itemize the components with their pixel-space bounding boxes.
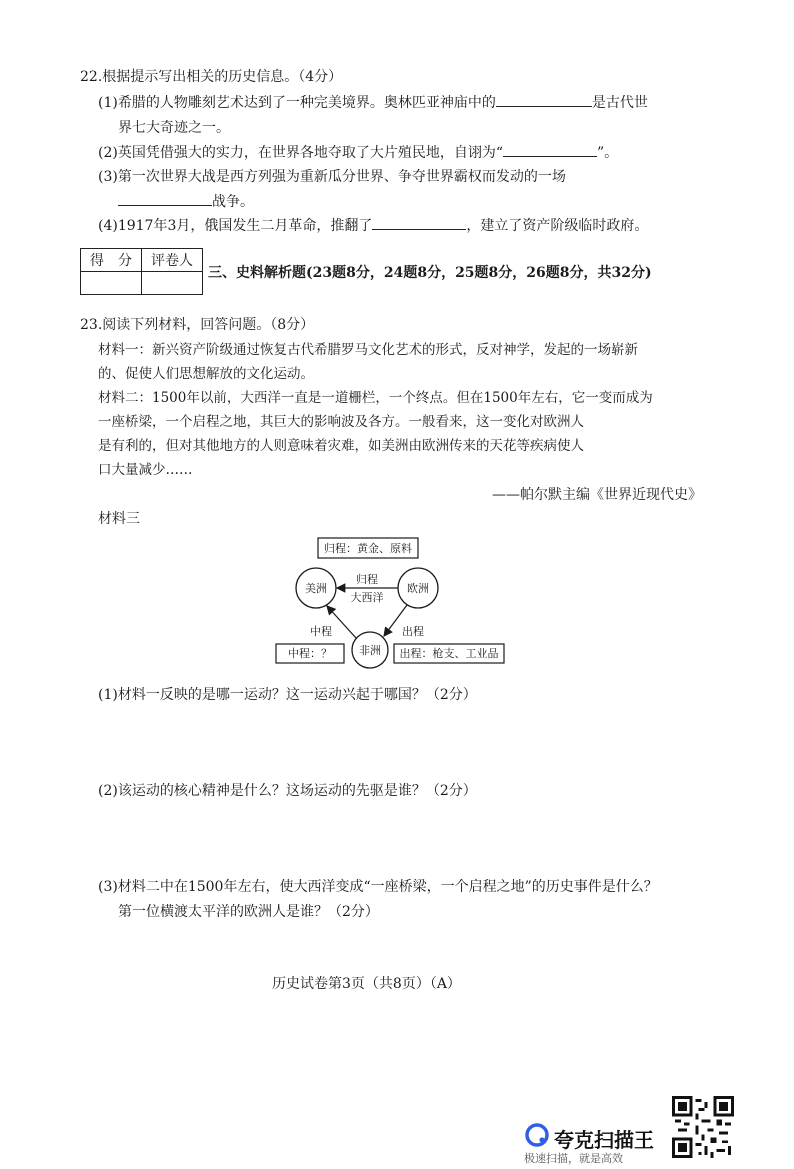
material2-line1: 材料二：1500年以前，大西洋一直是一道栅栏，一个终点。但在1500年左右，它一变而成为 (98, 390, 653, 406)
answer-blank-3[interactable] (118, 191, 212, 206)
material2-line3: 是有利的，但对其他地方的人则意味着灾难，如美洲由欧洲传来的天花等疾病使人 (98, 438, 584, 454)
score-label: 得 分 (81, 249, 142, 272)
material2-source: ——帕尔默主编《世界近现代史》 (492, 487, 702, 503)
q23-title: 23.阅读下列材料，回答问题。（8分） (80, 317, 315, 333)
q22-item2: (2)英国凭借强大的实力，在世界各地夺取了大片殖民地，自诩为“ ”。 (98, 142, 618, 162)
score-cell[interactable] (81, 272, 142, 295)
scanner-logo-icon (525, 1123, 549, 1147)
outbound-cargo-label: 出程：枪支、工业品 (399, 647, 499, 660)
europe-label: 欧洲 (407, 582, 429, 595)
answer-blank-4[interactable] (372, 215, 466, 230)
outbound-route-label: 出程 (402, 625, 424, 638)
material1-line1: 材料一：新兴资产阶级通过恢复古代希腊罗马文化艺术的形式，反对神学，发起的一场崭新 (98, 342, 638, 358)
score-box (80, 248, 203, 295)
q23-sub1: (1)材料一反映的是哪一运动？这一运动兴起于哪国？（2分） (98, 687, 477, 703)
page-footer: 历史试卷第3页（共8页）（A） (272, 976, 461, 992)
return-cargo-label: 归程：黄金、原料 (324, 542, 412, 555)
material2-line4: 口大量减少…… (98, 462, 193, 478)
africa-label: 非洲 (359, 644, 381, 657)
scanner-brand: 夸克扫描王 (554, 1128, 654, 1152)
q22-item3-line2: 战争。 (118, 191, 254, 211)
grader-label: 评卷人 (142, 249, 203, 272)
q22-item1-line2: 界七大奇迹之一。 (118, 120, 230, 136)
middle-cargo-label: 中程：？ (288, 647, 332, 660)
qr-code-icon (672, 1096, 734, 1158)
material3-label: 材料三 (98, 511, 140, 527)
answer-blank-2[interactable] (503, 142, 597, 157)
material2-line2: 一座桥梁，一个启程之地，其巨大的影响波及各方。一般看来，这一变化对欧洲人 (98, 414, 584, 430)
section3-title: 三、史料解析题(23题8分，24题8分，25题8分，26题8分，共32分) (208, 265, 652, 281)
q22-title: 22.根据提示写出相关的历史信息。（4分） (80, 69, 343, 85)
q23-sub3-line1: (3)材料二中在1500年左右，使大西洋变成“一座桥梁，一个启程之地”的历史事件是什么？ (98, 879, 658, 895)
scanner-slogan: 极速扫描，就是高效 (524, 1152, 623, 1165)
q22-item4: (4)1917年3月，俄国发生二月革命，推翻了 ，建立了资产阶级临时政府。 (98, 215, 648, 235)
atlantic-label: 大西洋 (350, 591, 384, 604)
return-route-label: 归程 (356, 573, 378, 586)
q22-item3-line1: (3)第一次世界大战是西方列强为重新瓜分世界、争夺世界霸权而发动的一场 (98, 169, 566, 185)
answer-blank-1[interactable] (496, 92, 592, 107)
q22-item1-line1: (1)希腊的人物雕刻艺术达到了一种完美境界。奥林匹亚神庙中的 是古代世 (98, 92, 648, 112)
america-label: 美洲 (305, 582, 327, 595)
middle-route-label: 中程 (310, 625, 332, 638)
q23-sub3-line2: 第一位横渡太平洋的欧洲人是谁？（2分） (118, 904, 379, 920)
grader-cell[interactable] (142, 272, 203, 295)
q23-sub2: (2)该运动的核心精神是什么？这场运动的先驱是谁？（2分） (98, 783, 477, 799)
triangular-trade-diagram (270, 532, 520, 670)
material1-line2: 的、促使人们思想解放的文化运动。 (98, 366, 314, 382)
